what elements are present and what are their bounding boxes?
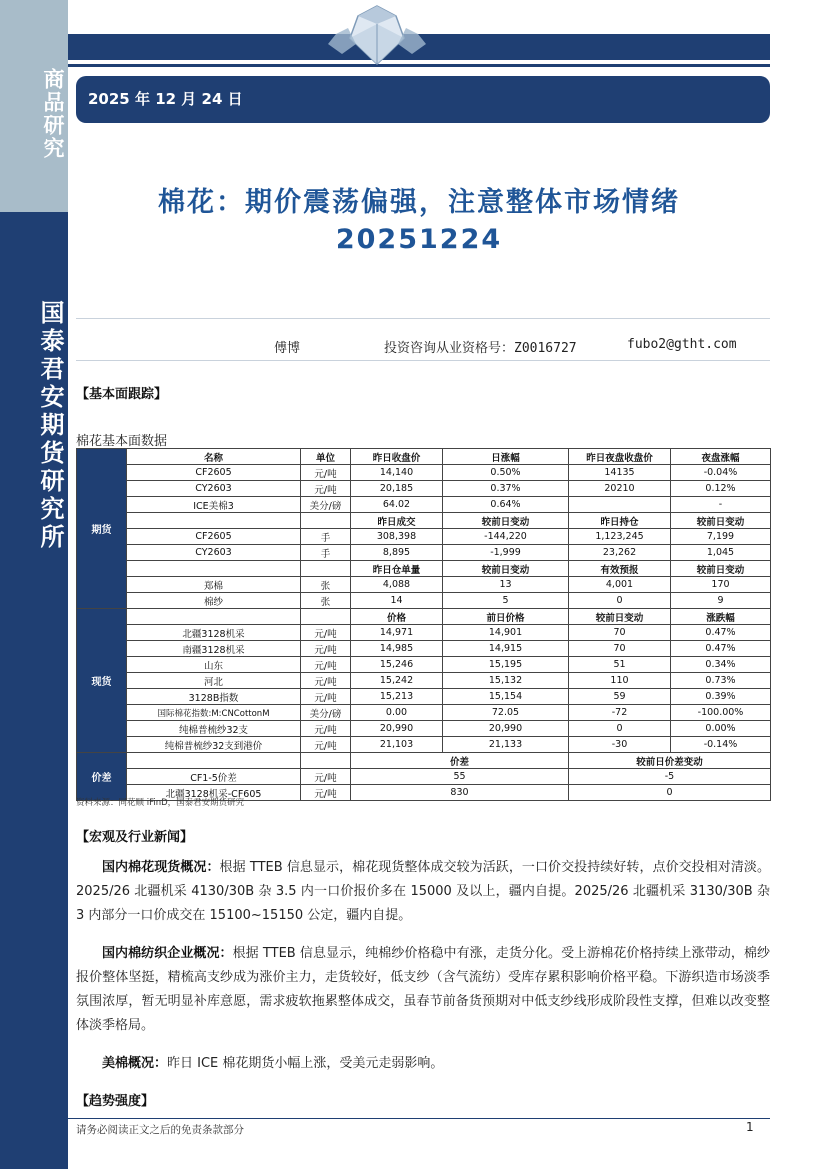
table-cell: -144,220 [443,529,569,545]
table-cell: 南疆3128机采 [127,641,301,657]
table-cell: 0.34% [671,657,771,673]
table-row [77,625,771,641]
table-cell: 13 [443,577,569,593]
table-row [77,497,771,513]
table-cell: 0.39% [671,689,771,705]
table-source-note: 资料来源：同花顺 iFinD，国泰君安期货研究 [76,798,245,808]
header-cell: 较前日变动 [569,609,671,625]
header-cell: 日涨幅 [443,449,569,465]
table-cell: 0 [569,721,671,737]
table-cell: 15,132 [443,673,569,689]
table-cell: -100.00% [671,705,771,721]
table-cell: 郑棉 [127,577,301,593]
table-row [77,561,771,577]
header-cell: 昨日夜盘收盘价 [569,449,671,465]
table-cell: -1,999 [443,545,569,561]
table-cell: 72.05 [443,705,569,721]
table-cell: 元/吨 [301,465,351,481]
header-cell: 有效预报 [569,561,671,577]
table-row [77,737,771,753]
header-cell: 昨日收盘价 [351,449,443,465]
table-cell: 0 [569,593,671,609]
table-row [77,721,771,737]
table-cell: 20,990 [443,721,569,737]
table-cell: CF1-5价差 [127,769,301,785]
category-futures: 期货 [77,449,127,609]
author-email[interactable]: fubo2@gtht.com [627,337,737,352]
table-cell: CY2603 [127,481,301,497]
table-cell: 23,262 [569,545,671,561]
table-cell: 山东 [127,657,301,673]
table-cell: 7,199 [671,529,771,545]
table-cell: 70 [569,641,671,657]
table-row [77,577,771,593]
table-cell [301,561,351,577]
header-cell: 涨跌幅 [671,609,771,625]
news-text: 根据 TTEB 信息显示，棉花现货整体成交较为活跃，一口价交投持续好转，点价交投相对清淡。2025/26 北疆机采 4130/30B 杂 3.5 内一口价报价多在 15000 及以上，疆内自提。2025/26 北疆机采 3130/30B 杂 3 内部分一口价成交在 15100~15150 公定，疆内自提。 [76,860,770,923]
table-cell: -0.04% [671,465,771,481]
table-cell: ICE美棉3 [127,497,301,513]
page-number: 1 [746,1120,754,1134]
header-cell: 昨日成交 [351,513,443,529]
table-cell: 14,140 [351,465,443,481]
table-cell: 4,001 [569,577,671,593]
section-fundamental: 【基本面跟踪】 [76,387,168,402]
table-row [77,513,771,529]
news-label: 美棉概况： [102,1056,168,1071]
table-cell: 15,246 [351,657,443,673]
table-cell: 1,045 [671,545,771,561]
table-cell: 15,195 [443,657,569,673]
author-divider [76,360,770,361]
category-spot: 现货 [77,609,127,753]
table-cell: 15,213 [351,689,443,705]
diamond-logo-icon [318,4,436,68]
table-row [77,641,771,657]
table-cell: 308,398 [351,529,443,545]
table-cell: 0.00% [671,721,771,737]
table-cell: 0.00 [351,705,443,721]
table-row [77,449,771,465]
table-cell: 3128B指数 [127,689,301,705]
table-cell: 元/吨 [301,673,351,689]
table-cell: 0.64% [443,497,569,513]
table-row [77,705,771,721]
table-row [77,753,771,769]
table-cell: 14,901 [443,625,569,641]
section-macro: 【宏观及行业新闻】 [76,830,194,845]
table-cell: CY2603 [127,545,301,561]
table-cell [301,609,351,625]
table-cell: 手 [301,529,351,545]
table-cell: -72 [569,705,671,721]
table-row [77,673,771,689]
footer-disclaimer: 请务必阅读正文之后的免责条款部分 [76,1124,244,1136]
author-name: 傅博 [274,341,301,356]
table-cell: 170 [671,577,771,593]
author-license: 投资咨询从业资格号：Z0016727 [384,341,577,356]
news-paragraph-spot [76,856,770,928]
header-cell: 价差 [351,753,569,769]
table-cell: 手 [301,545,351,561]
header-cell: 价格 [351,609,443,625]
table-row [77,465,771,481]
table-cell: 51 [569,657,671,673]
header-cell: 前日价格 [443,609,569,625]
table-cell: 棉纱 [127,593,301,609]
table-cell: 张 [301,577,351,593]
table-row [77,609,771,625]
table-cell: 0.50% [443,465,569,481]
table-cell: 14,971 [351,625,443,641]
table-cell: 20,990 [351,721,443,737]
table-cell: 北疆3128机采 [127,625,301,641]
table-cell: 55 [351,769,569,785]
table-row [77,481,771,497]
table-cell: 元/吨 [301,641,351,657]
table-cell: - [671,497,771,513]
table-cell: 21,103 [351,737,443,753]
table-cell: 元/吨 [301,657,351,673]
table-cell [569,497,671,513]
table-cell: 0.47% [671,625,771,641]
table-caption: 棉花基本面数据 [76,434,168,449]
header-cell: 较前日价差变动 [569,753,771,769]
header-cell: 夜盘涨幅 [671,449,771,465]
table-cell [127,609,301,625]
category-spread: 价差 [77,753,127,801]
table-cell: 元/吨 [301,481,351,497]
table-cell: 15,154 [443,689,569,705]
table-row [77,769,771,785]
header-cell: 较前日变动 [443,561,569,577]
table-cell: 0 [569,785,771,801]
table-cell: 64.02 [351,497,443,513]
date-banner [76,76,770,123]
table-cell: 纯棉普梳纱32支到港价 [127,737,301,753]
table-cell: 20210 [569,481,671,497]
news-paragraph-textile [76,942,770,1038]
table-cell: -5 [569,769,771,785]
title-divider [76,318,770,319]
table-cell: 美分/磅 [301,705,351,721]
header-cell: 较前日变动 [443,513,569,529]
header-cell: 较前日变动 [671,513,771,529]
table-cell: CF2605 [127,465,301,481]
table-row [77,657,771,673]
table-cell: 1,123,245 [569,529,671,545]
table-cell: 0.47% [671,641,771,657]
table-cell: 元/吨 [301,769,351,785]
table-cell: 70 [569,625,671,641]
table-cell: -30 [569,737,671,753]
table-row [77,529,771,545]
report-title-date: 20251224 [335,224,503,255]
table-cell: 元/吨 [301,721,351,737]
header-cell: 较前日变动 [671,561,771,577]
news-text: 根据 TTEB 信息显示，纯棉纱价格稳中有涨，走货分化。受上游棉花价格持续上涨带动，棉纱报价整体坚挺，精梳高支纱成为涨价主力，走货较好，低支纱（含气流纺）受库存累积影响价格平稳。下游织造市场淡季氛围浓厚，暂无明显补库意愿，需求疲软拖累整体成交，虽春节前备货预期对中低支纱线形成阶段性支撑，但难以改变整体淡季格局。 [76,946,770,1033]
table-cell: 元/吨 [301,625,351,641]
table-cell: 4,088 [351,577,443,593]
table-row [77,545,771,561]
table-cell: 110 [569,673,671,689]
header-cell: 昨日仓单量 [351,561,443,577]
news-paragraph-us-cotton [76,1052,770,1076]
table-cell: 0.12% [671,481,771,497]
table-cell: 14 [351,593,443,609]
section-trend: 【趋势强度】 [76,1094,155,1109]
table-cell: 河北 [127,673,301,689]
table-cell: 20,185 [351,481,443,497]
news-label: 国内棉花现货概况： [102,860,220,875]
header-cell: 名称 [127,449,301,465]
table-cell [301,753,351,769]
table-cell: 14135 [569,465,671,481]
table-cell: 14,985 [351,641,443,657]
table-cell: 元/吨 [301,689,351,705]
table-cell: 美分/磅 [301,497,351,513]
table-cell: 830 [351,785,569,801]
table-row [77,689,771,705]
table-cell: 张 [301,593,351,609]
table-cell: 5 [443,593,569,609]
table-cell: -0.14% [671,737,771,753]
table-cell: 元/吨 [301,785,351,801]
table-cell: 国际棉花指数:M:CNCottonM [127,705,301,721]
sidebar-org-label: 国泰君安期货研究所 [36,300,64,552]
table-cell [127,753,301,769]
table-cell [127,513,301,529]
table-cell: 0.37% [443,481,569,497]
table-cell: 元/吨 [301,737,351,753]
report-title: 棉花：期价震荡偏强，注意整体市场情绪 [158,187,680,218]
news-label: 国内棉纺织企业概况： [102,946,233,961]
header-cell: 昨日持仓 [569,513,671,529]
report-date: 2025 年 12 月 24 日 [88,90,243,108]
sidebar-category-label: 商品研究 [41,68,65,160]
table-cell: 14,915 [443,641,569,657]
table-cell: 8,895 [351,545,443,561]
table-cell [301,513,351,529]
table-cell: CF2605 [127,529,301,545]
table-cell: 北疆3128机采-CF605 [127,785,301,801]
news-text: 昨日 ICE 棉花期货小幅上涨，受美元走弱影响。 [167,1056,444,1071]
table-cell: 0.73% [671,673,771,689]
table-row [77,593,771,609]
table-cell: 21,133 [443,737,569,753]
table-cell: 纯棉普梳纱32支 [127,721,301,737]
table-cell: 59 [569,689,671,705]
table-cell [127,561,301,577]
table-cell: 15,242 [351,673,443,689]
table-cell: 9 [671,593,771,609]
footer-divider [68,1118,770,1119]
fundamental-table [76,448,771,801]
header-cell: 单位 [301,449,351,465]
